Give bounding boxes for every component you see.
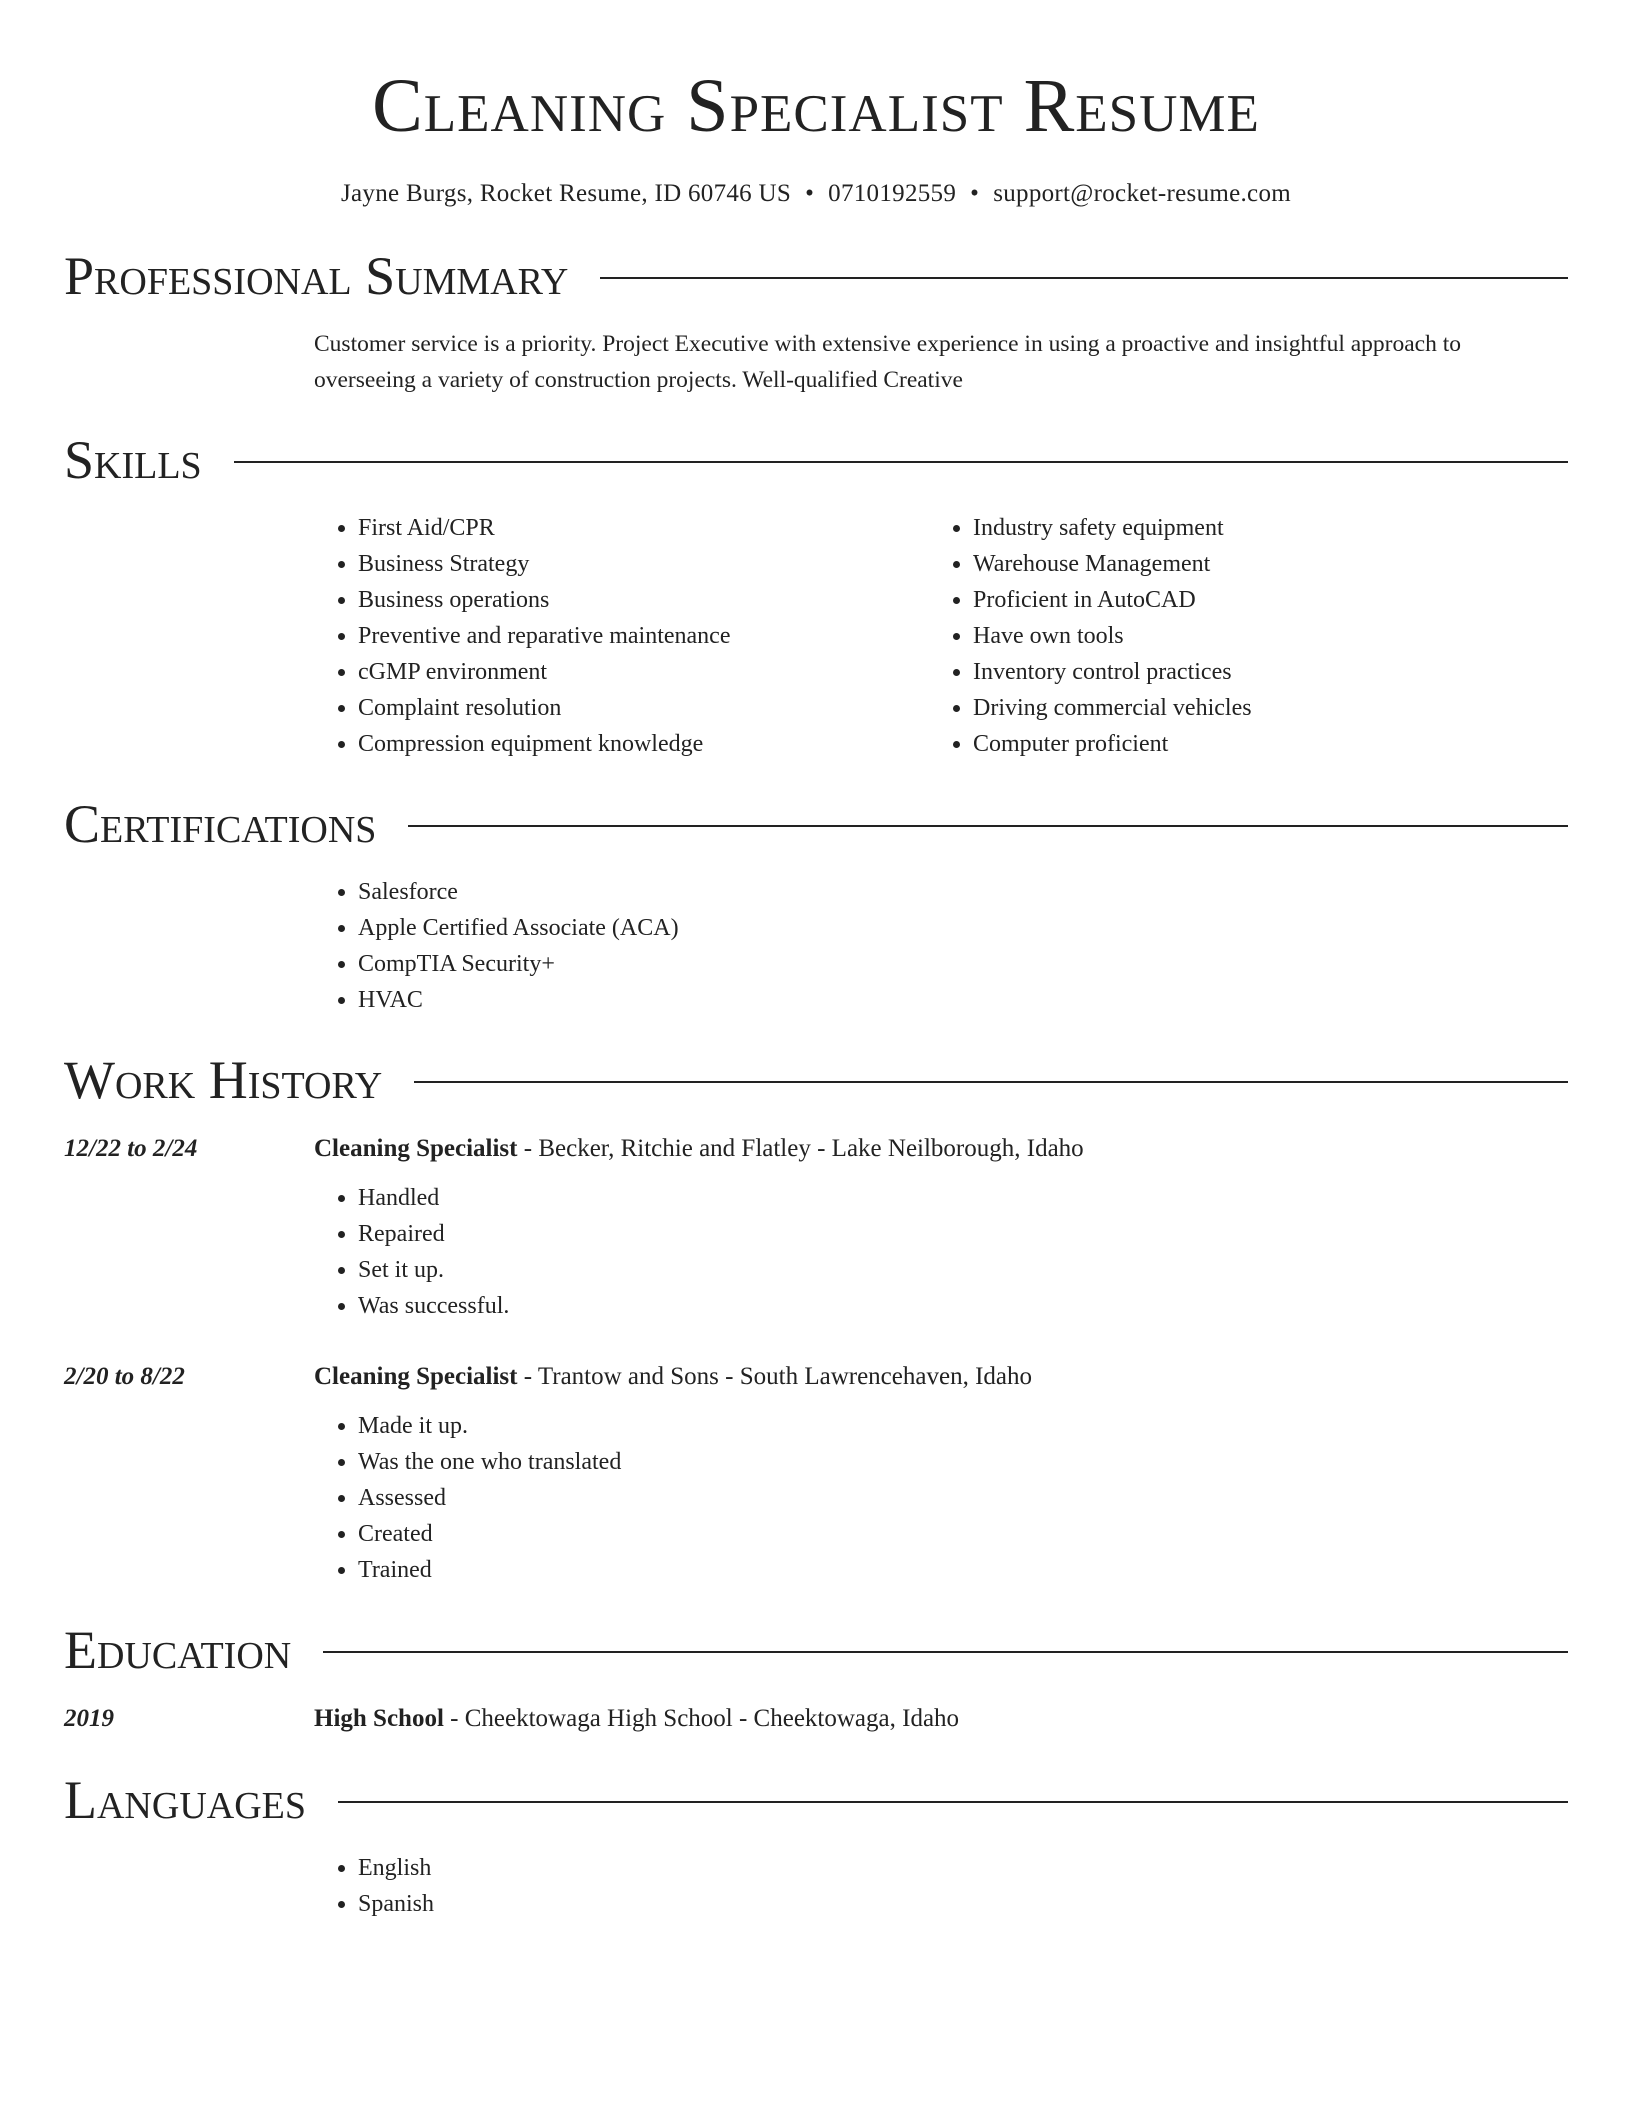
work-entry-header	[64, 1130, 1568, 1168]
resume-title: Cleaning Specialist Resume	[372, 64, 1260, 148]
certification-item: • Salesforce	[358, 874, 1568, 910]
skill-item: • First Aid/CPR	[358, 510, 929, 546]
contact-phone: 0710192559	[828, 180, 957, 207]
language-item: • Spanish	[358, 1886, 1568, 1922]
skill-item: • Compression equipment knowledge	[358, 726, 929, 762]
languages-list	[314, 1850, 1568, 1922]
section-divider	[234, 461, 1568, 463]
skills-column-left	[314, 510, 929, 762]
education-year: 2019	[64, 1705, 114, 1732]
section-divider	[408, 825, 1568, 827]
work-title	[314, 1130, 1084, 1168]
skills-column-right	[929, 510, 1544, 762]
contact-separator: •	[970, 180, 980, 207]
work-bullet: • Set it up.	[358, 1252, 1568, 1288]
skills-list	[314, 510, 1568, 762]
section-divider	[600, 277, 1568, 279]
work-details: - Trantow and Sons - South Lawrencehaven, Idaho	[517, 1363, 1032, 1390]
skill-item: • Business operations	[358, 582, 929, 618]
work-role: Cleaning Specialist	[314, 1135, 518, 1162]
skill-item: • Business Strategy	[358, 546, 929, 582]
work-bullet: • Created	[358, 1516, 1568, 1552]
skill-item: • Industry safety equipment	[973, 510, 1544, 546]
contact-separator: •	[805, 180, 815, 207]
certification-item: • Apple Certified Associate (ACA)	[358, 910, 1568, 946]
certification-item: • CompTIA Security+	[358, 946, 1568, 982]
summary-text: Customer service is a priority. Project Executive with extensive experience in using a proactive and insightful approach to overseeing a variety of construction projects. Well-qualified Creative	[314, 331, 1462, 393]
skill-item: • Computer proficient	[973, 726, 1544, 762]
contact-email[interactable]: support@rocket-resume.com	[993, 180, 1291, 207]
section-divider	[338, 1801, 1568, 1803]
skill-item: • Warehouse Management	[973, 546, 1544, 582]
work-bullet: • Was the one who translated	[358, 1444, 1568, 1480]
work-dates: 12/22 to 2/24	[64, 1135, 198, 1162]
contact-address: Jayne Burgs, Rocket Resume, ID 60746 US	[340, 180, 792, 207]
education-entry	[64, 1700, 1568, 1738]
education-heading: Education	[64, 1620, 292, 1680]
certification-item: • HVAC	[358, 982, 1568, 1018]
skill-item: • Complaint resolution	[358, 690, 929, 726]
skill-item: • Proficient in AutoCAD	[973, 582, 1544, 618]
skills-section-header	[64, 424, 1568, 496]
work-bullet: • Handled	[358, 1180, 1568, 1216]
skills-heading: Skills	[64, 430, 202, 490]
certifications-list	[314, 874, 1568, 1018]
skill-item: • Driving commercial vehicles	[973, 690, 1544, 726]
work-bullet: • Was successful.	[358, 1288, 1568, 1324]
skill-item: • Have own tools	[973, 618, 1544, 654]
skill-item: • Inventory control practices	[973, 654, 1544, 690]
work-bullet: • Repaired	[358, 1216, 1568, 1252]
work-bullets	[314, 1180, 1568, 1324]
work-bullet: • Assessed	[358, 1480, 1568, 1516]
education-details: - Cheektowaga High School - Cheektowaga, Idaho	[443, 1705, 960, 1732]
education-degree: High School	[314, 1705, 444, 1732]
language-item: • English	[358, 1850, 1568, 1886]
work-entry	[64, 1130, 1568, 1324]
section-divider	[414, 1081, 1568, 1083]
work-title	[314, 1358, 1032, 1396]
work-entry-header	[64, 1358, 1568, 1396]
languages-section-header	[64, 1764, 1568, 1836]
work-dates: 2/20 to 8/22	[64, 1363, 185, 1390]
skill-item: • cGMP environment	[358, 654, 929, 690]
section-divider	[323, 1651, 1568, 1653]
education-section-header	[64, 1614, 1568, 1686]
work-details: - Becker, Ritchie and Flatley - Lake Neilborough, Idaho	[517, 1135, 1084, 1162]
work-section-header	[64, 1044, 1568, 1116]
work-entry	[64, 1358, 1568, 1588]
work-heading: Work History	[64, 1050, 383, 1110]
summary-section-header	[64, 240, 1568, 312]
education-title	[314, 1700, 959, 1738]
summary-heading: Professional Summary	[64, 246, 569, 306]
work-role: Cleaning Specialist	[314, 1363, 518, 1390]
certifications-section-header	[64, 788, 1568, 860]
work-bullets	[314, 1408, 1568, 1588]
work-bullet: • Made it up.	[358, 1408, 1568, 1444]
languages-heading: Languages	[64, 1770, 306, 1830]
work-bullet: • Trained	[358, 1552, 1568, 1588]
work-spacer	[64, 1324, 1568, 1348]
contact-line	[64, 176, 1568, 212]
skill-item: • Preventive and reparative maintenance	[358, 618, 929, 654]
certifications-heading: Certifications	[64, 794, 377, 854]
